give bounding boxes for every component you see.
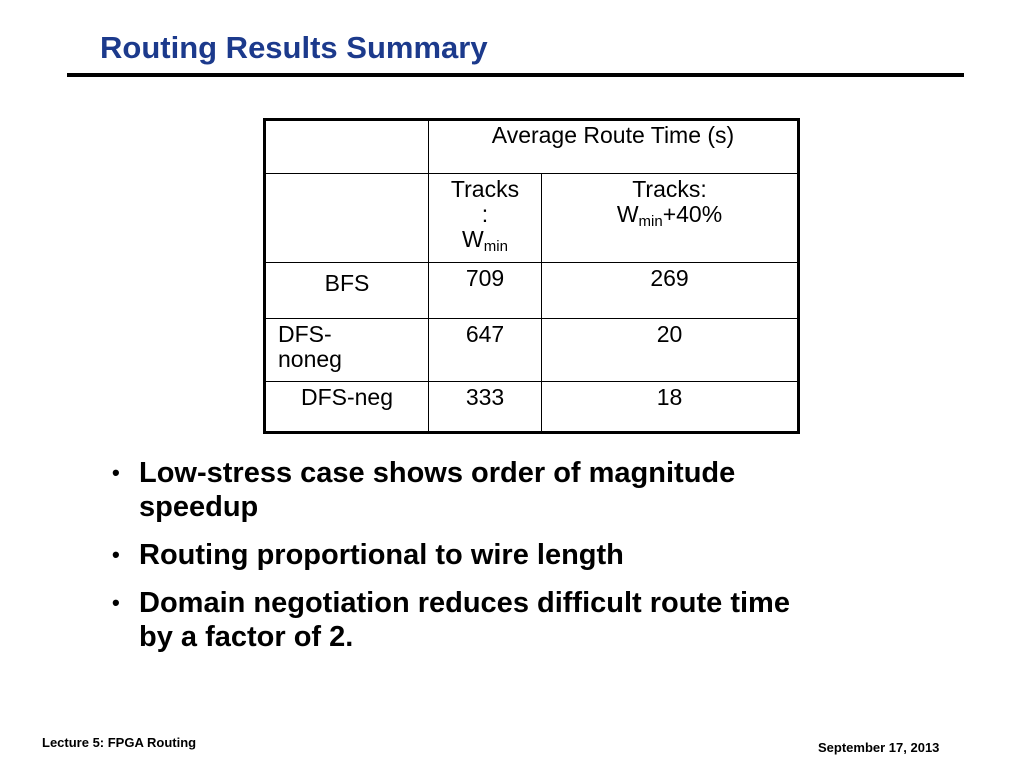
bullet-text-line: by a factor of 2. [139,621,354,653]
bullet-icon: • [112,590,120,615]
w-symbol: W [616,201,639,227]
row-label-dfs-noneg-line1: DFS- [278,321,332,347]
bullet-text-line: Domain negotiation reduces difficult route time [139,587,790,619]
table-row [265,263,799,319]
results-table [263,118,800,434]
cell-dfs-noneg-wmin: 647 [429,319,542,382]
tracks-wmin-40-header-line2 [542,201,797,230]
empty-label-cell [265,174,429,263]
table-row [265,174,799,263]
table-row [265,120,799,174]
footer-lecture-title: Lecture 5: FPGA Routing [42,735,197,750]
list-item [112,586,932,654]
bullet-text-line: Low-stress case shows order of magnitude [139,457,736,489]
empty-corner-cell [265,120,429,174]
cell-bfs-wmin-40: 269 [542,263,799,319]
table-row [265,319,799,382]
cell-dfs-neg-wmin-40: 18 [542,382,799,433]
row-label-dfs-noneg-line2: noneg [278,346,342,372]
min-subscript: min [483,238,508,255]
tracks-wmin-header-line1: Tracks [450,176,520,202]
tracks-wmin-40-header [542,174,799,263]
bullet-text-line: speedup [139,491,259,523]
row-label-dfs-neg: DFS-neg [265,382,429,433]
list-item [112,456,932,524]
w-symbol: W [462,226,484,252]
average-route-time-header: Average Route Time (s) [429,120,799,174]
row-label-bfs: BFS [265,263,429,319]
plus-40-percent: +40% [662,201,723,227]
row-label-dfs-noneg [265,319,429,382]
min-subscript: min [638,213,663,230]
bullet-icon: • [112,460,120,485]
footer-date: September 17, 2013 [818,740,940,755]
tracks-wmin-40-header-line1: Tracks: [632,176,707,202]
table-row [265,382,799,433]
cell-dfs-neg-wmin: 333 [429,382,542,433]
title-divider [67,73,964,77]
cell-dfs-noneg-wmin-40: 20 [542,319,799,382]
bullet-icon: • [112,542,120,567]
slide-title: Routing Results Summary [100,30,488,65]
tracks-wmin-header-line3 [429,226,541,255]
bullet-text-line: Routing proportional to wire length [139,539,624,571]
tracks-wmin-header [429,174,542,263]
tracks-wmin-header-line2: : [481,201,489,227]
cell-bfs-wmin: 709 [429,263,542,319]
bullet-list [112,456,932,668]
list-item [112,538,932,572]
